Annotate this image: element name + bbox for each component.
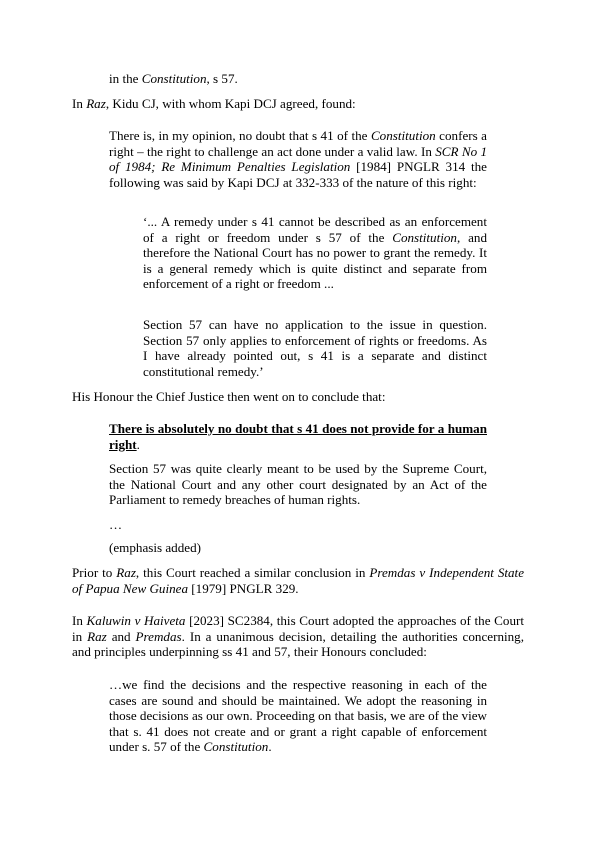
emphasised-text: There is absolutely no doubt that s 41 does not provide for a human right [109,421,487,452]
case-name: SCR No 1 of 1984; Re Minimum Penalties Legislation [109,143,488,175]
block-quote-section-57: Section 57 was quite clearly meant to be used by the Supreme Court, the National Court and any other court designated by an Act of the Parliament to remedy breaches of human rights. [109,461,487,508]
case-name: Raz [86,96,106,111]
nested-quote-section-57: Section 57 can have no application to the issue in question. Section 57 only applies to enforcement of rights or freedoms. As I have already pointed out, s 41 is a separate and distinct constitutional remedy.’ [143,317,487,379]
case-name: Premdas v Independent State of Papua New Guinea [72,565,525,596]
paragraph-premdas: Prior to Raz, this Court reached a similar conclusion in Premdas v Independent State of Papua New Guinea [1979] PNGLR 329. [72,565,525,596]
paragraph-raz-intro: In Raz, Kidu CJ, with whom Kapi DCJ agreed, found: [72,96,356,111]
nested-quote-kapi: ‘... A remedy under s 41 cannot be described as an enforcement of a right or freedom under s 57 of the Constitution, and therefore the National Court has no power to grant the remedy. It is a general remedy which is quite distinct and separate from enforcement of a right or freedom ... [143,214,487,292]
block-quote-kidu: There is, in my opinion, no doubt that s 41 of the Constitution confers a right – the right to challenge an act done under a valid law. In SCR No 1 of 1984; Re Minimum Penalties Legislation [1984] PNGLR 314 the following was said by Kapi DCJ at 332-333 of the nature of this right: [109,128,488,190]
block-quote-kaluwin: …we find the decisions and the respective reasoning in each of the cases are sound and should be maintained. We adopt the reasoning in those decisions as our own. Proceeding on that basis, we are of the view that s. 41 does not create and or grant a right capable of enforcement under s. 57 of the Constitution. [109,677,487,755]
paragraph-chief-justice: His Honour the Chief Justice then went on to conclude that: [72,389,386,404]
case-reference: Constitution [141,71,207,86]
block-quote-emphasis: There is absolutely no doubt that s 41 does not provide for a human right. [109,421,487,452]
paragraph-continuation: in the Constitution, s 57. [109,71,238,86]
case-name: Kaluwin v Haiveta [86,613,186,628]
paragraph-kaluwin: In Kaluwin v Haiveta [2023] SC2384, this Court adopted the approaches of the Court in Raz and Premdas. In a unanimous decision, detailing the authorities concerning, and principles underpinning ss 41 and 57, their Honours concluded: [72,613,524,660]
ellipsis: … [109,517,123,532]
emphasis-note: (emphasis added) [109,540,201,555]
